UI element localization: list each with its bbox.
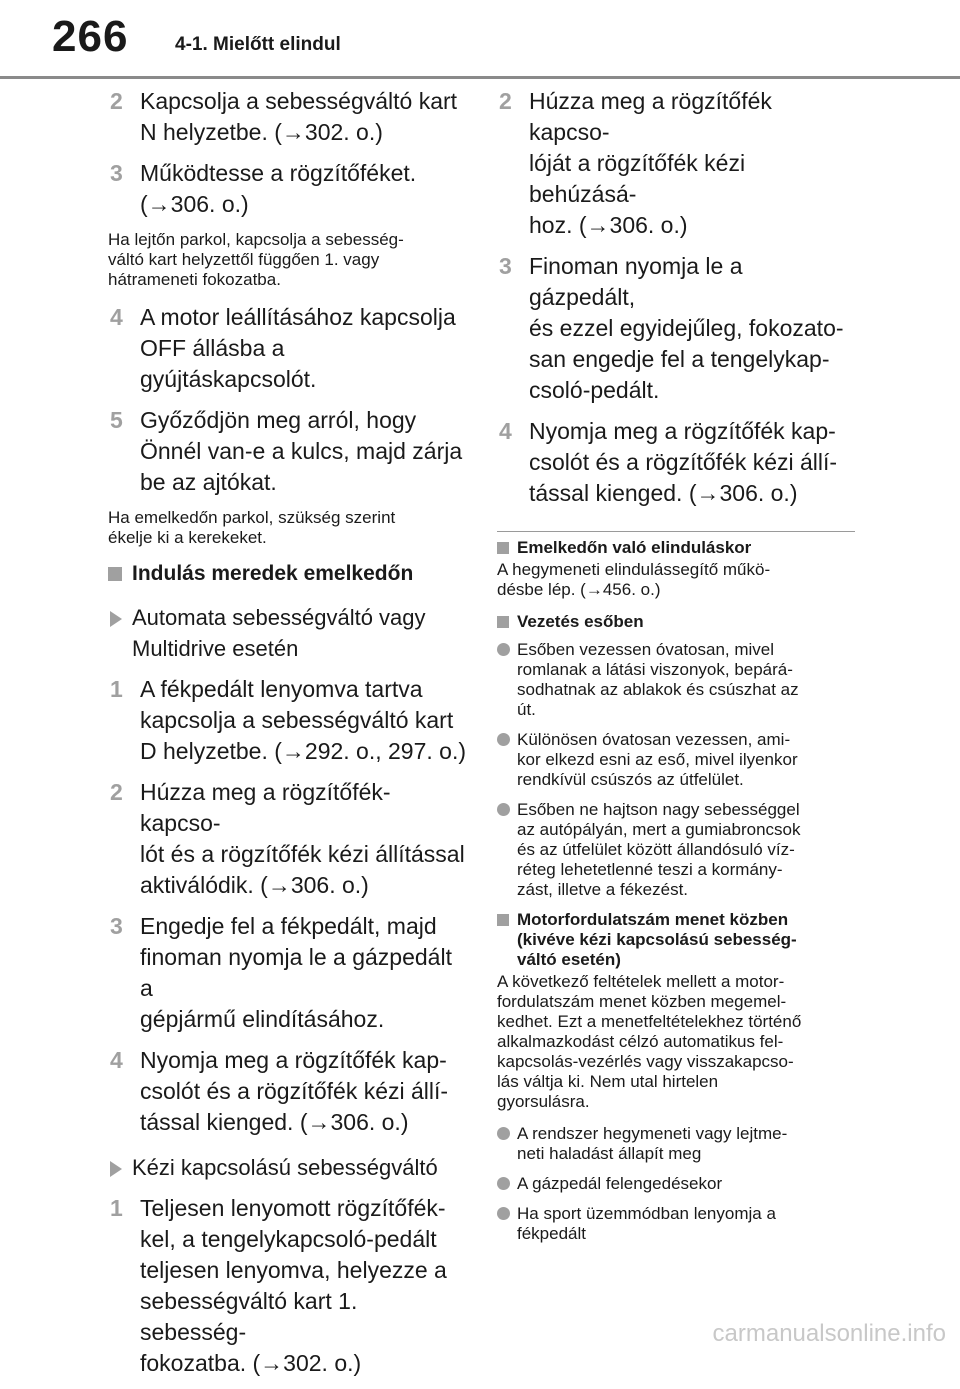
section-title: 4-1. Mielőtt elindul <box>175 34 341 55</box>
info-heading-text: Motorfordulatszám menet közben (kivéve kézi kapcsolású sebesség- váltó esetén) <box>517 910 797 969</box>
triangle-bullet-icon <box>110 611 122 627</box>
step-text: A motor leállításához kapcsolja OFF állásba a gyújtáskapcsolót. <box>140 304 456 392</box>
step-item <box>497 251 855 406</box>
step-number: 3 <box>110 160 123 186</box>
step-number: 4 <box>110 1047 123 1073</box>
info-heading <box>497 538 855 558</box>
square-bullet-icon <box>497 616 509 628</box>
step-item <box>497 416 855 509</box>
page-header <box>0 0 960 82</box>
step-item <box>108 777 466 901</box>
step-text: A fékpedált lenyomva tartva kapcsolja a sebességváltó kart D helyzetbe. (→292. o., 297. o.) <box>140 676 467 764</box>
section-heading <box>108 560 466 588</box>
subheading <box>108 602 466 664</box>
square-bullet-icon <box>497 914 509 926</box>
step-text: Húzza meg a rögzítőfék-kapcso- lót és a rögzítőfék kézi állítással aktiválódik. (→306. o.) <box>140 779 465 898</box>
step-number: 2 <box>499 88 512 114</box>
step-text: Működtesse a rögzítőféket. (→306. o.) <box>140 160 417 217</box>
bullet-item <box>497 640 855 720</box>
page-number: 266 <box>52 12 129 61</box>
circle-bullet-icon <box>497 1177 510 1190</box>
info-heading-text: Emelkedőn való elinduláskor <box>517 538 752 557</box>
subheading-text: Kézi kapcsolású sebességváltó <box>132 1155 438 1180</box>
bullet-item <box>497 1174 855 1194</box>
info-text: A következő feltételek mellett a motor- fordulatszám menet közben megemel- kedhet. Ezt a menetfeltételekhez történő alkalmazkodást célzó automatikus fel- kapcsolás-vezérlés vagy visszakapcso- lás váltja ki. Nem utal hirtelen gyorsulásra. <box>497 972 802 1111</box>
circle-bullet-icon <box>497 643 510 656</box>
info-heading <box>497 612 855 632</box>
step-text: Engedje fel a fékpedált, majd finoman nyomja le a gázpedált a gépjármű elindításához. <box>140 913 452 1032</box>
step-item <box>108 1193 466 1379</box>
square-bullet-icon <box>108 567 122 581</box>
bullet-text: Ha sport üzemmódban lenyomja a fékpedált <box>517 1204 776 1243</box>
step-item <box>108 158 466 220</box>
left-column <box>108 86 466 1389</box>
triangle-bullet-icon <box>110 1161 122 1177</box>
step-number: 5 <box>110 407 123 433</box>
bullet-text: A rendszer hegymeneti vagy lejtme- neti haladást állapít meg <box>517 1124 788 1163</box>
step-number: 2 <box>110 88 123 114</box>
right-column <box>497 86 855 1254</box>
bullet-text: Különösen óvatosan vezessen, ami- kor elkezd esni az eső, mivel ilyenkor rendkívül csúszós az útfelület. <box>517 730 798 789</box>
info-text: A hegymeneti elindulássegítő műkö- désbe lép. (→456. o.) <box>497 560 771 599</box>
step-number: 4 <box>110 304 123 330</box>
step-item <box>108 674 466 767</box>
step-item <box>108 302 466 395</box>
square-bullet-icon <box>497 542 509 554</box>
circle-bullet-icon <box>497 803 510 816</box>
watermark: carmanualsonline.info <box>712 1320 946 1347</box>
step-text: Győződjön meg arról, hogy Önnél van-e a kulcs, majd zárja be az ajtókat. <box>140 407 463 495</box>
info-heading <box>497 910 855 970</box>
heading-text: Indulás meredek emelkedőn <box>132 562 414 585</box>
bullet-text: A gázpedál felengedésekor <box>517 1174 723 1193</box>
circle-bullet-icon <box>497 733 510 746</box>
step-text: Húzza meg a rögzítőfék kapcso- lóját a rögzítőfék kézi behúzásá- hoz. (→306. o.) <box>529 88 772 238</box>
subheading-text: Automata sebességváltó vagy Multidrive esetén <box>132 605 426 661</box>
step-number: 1 <box>110 1195 123 1221</box>
info-heading-text: Vezetés esőben <box>517 612 644 631</box>
step-text: Nyomja meg a rögzítőfék kap- csolót és a rögzítőfék kézi állí- tással kienged. (→306. o.) <box>140 1047 449 1135</box>
step-number: 1 <box>110 676 123 702</box>
info-divider <box>497 531 855 532</box>
circle-bullet-icon <box>497 1207 510 1220</box>
step-text: Teljesen lenyomott rögzítőfék- kel, a tengelykapcsoló-pedált teljesen lenyomva, helyezze a sebességváltó kart 1. sebesség- fokozatba. (→302. o.) <box>140 1195 447 1376</box>
step-item <box>108 86 466 148</box>
bullet-item <box>497 730 855 790</box>
step-number: 4 <box>499 418 512 444</box>
step-item <box>108 405 466 498</box>
bullet-item <box>497 1204 855 1244</box>
note-text: Ha emelkedőn parkol, szükség szerint ékelje ki a kerekeket. <box>108 508 396 547</box>
circle-bullet-icon <box>497 1127 510 1140</box>
note-text: Ha lejtőn parkol, kapcsolja a sebesség- váltó kart helyzettől függően 1. vagy hátrameneti fokozatba. <box>108 230 404 289</box>
header-divider <box>0 76 960 79</box>
step-text: Finoman nyomja le a gázpedált, és ezzel egyidejűleg, fokozato- san engedje fel a tengelykap- csoló-pedált. <box>529 253 844 403</box>
step-number: 2 <box>110 779 123 805</box>
subheading <box>108 1152 466 1183</box>
step-item <box>108 911 466 1035</box>
step-item <box>497 86 855 241</box>
step-text: Nyomja meg a rögzítőfék kap- csolót és a rögzítőfék kézi állí- tással kienged. (→306. o.) <box>529 418 838 506</box>
step-number: 3 <box>499 253 512 279</box>
bullet-text: Esőben ne hajtson nagy sebességgel az autópályán, mert a gumiabroncsok és az útfelület között állandósuló víz- réteg lehetetlenné teszi a kormány- zást, illetve a fékezést. <box>517 800 801 899</box>
bullet-item <box>497 1124 855 1164</box>
step-text: Kapcsolja a sebességváltó kart N helyzetbe. (→302. o.) <box>140 88 458 145</box>
step-item <box>108 1045 466 1138</box>
bullet-item <box>497 800 855 900</box>
bullet-text: Esőben vezessen óvatosan, mivel romlanak a látási viszonyok, bepárá- sodhatnak az ablakok és csúszhat az út. <box>517 640 799 719</box>
step-number: 3 <box>110 913 123 939</box>
